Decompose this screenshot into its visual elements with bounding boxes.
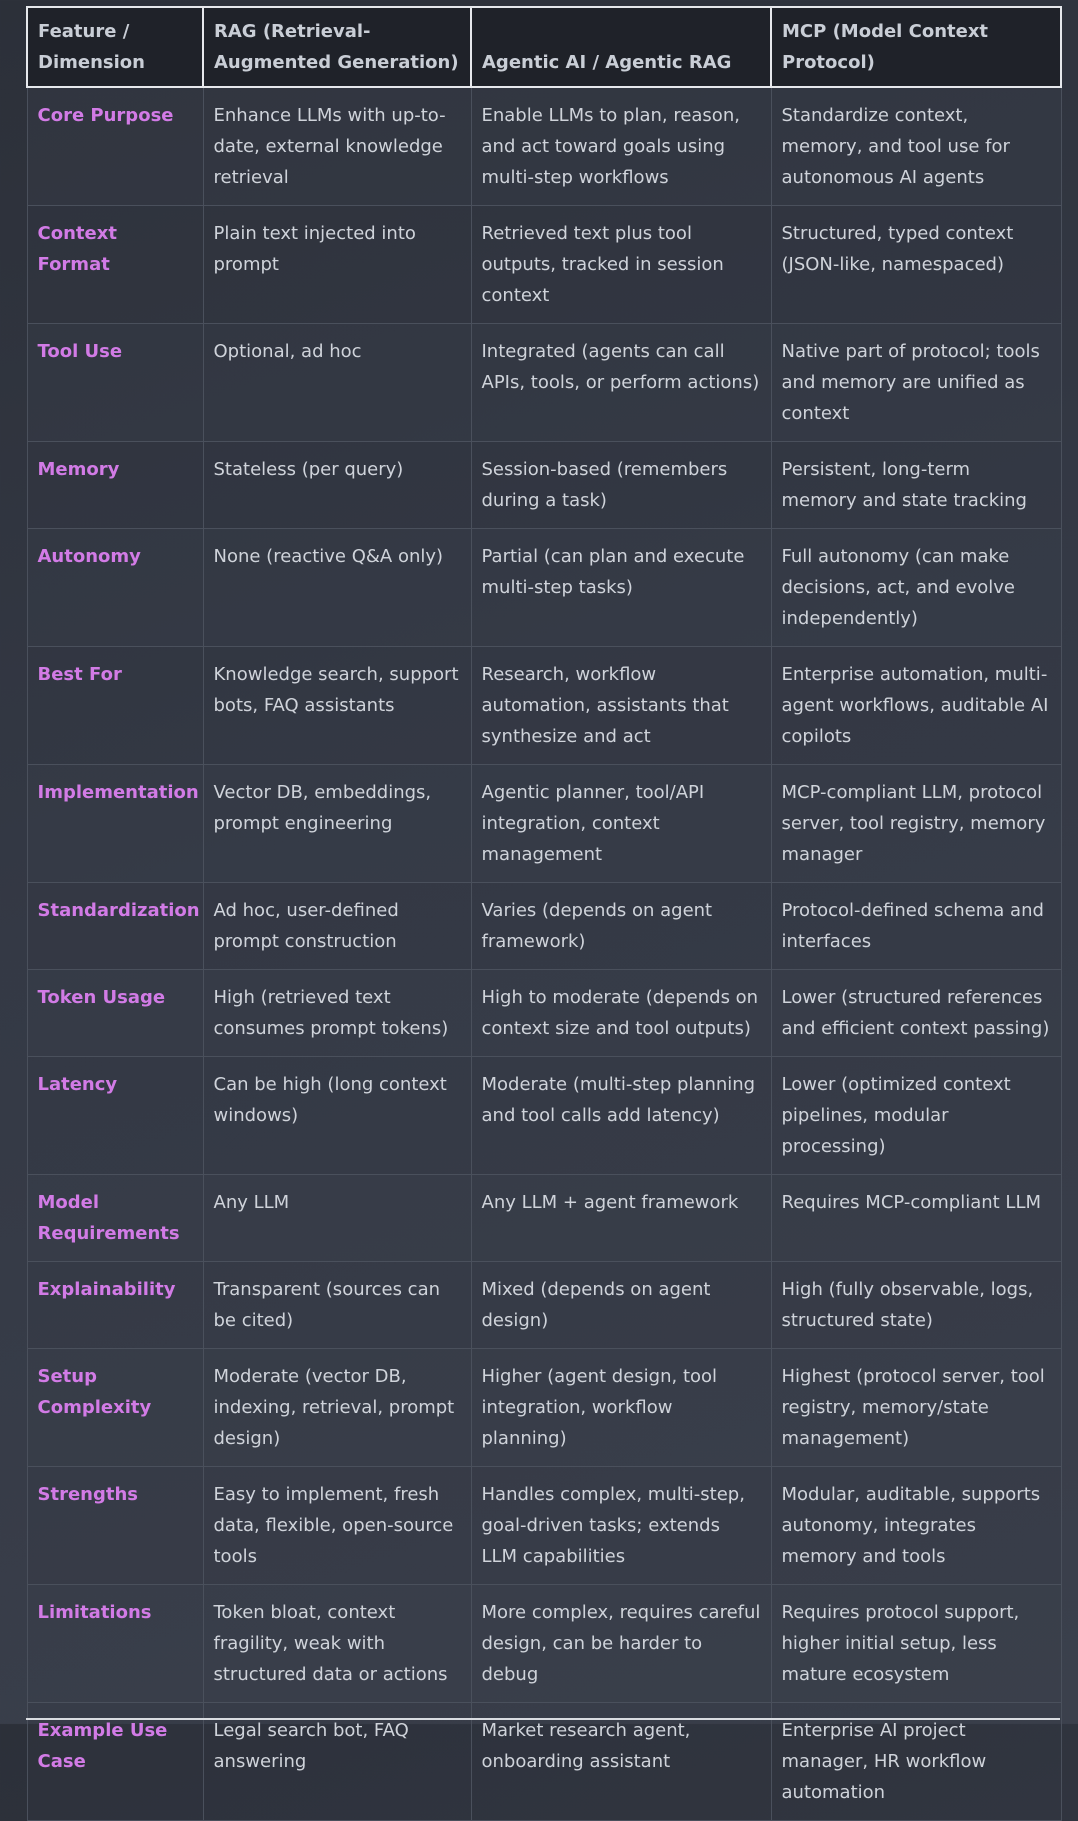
rag-cell: Legal search bot, FAQ answering [203, 1703, 471, 1821]
table-row [27, 1175, 1061, 1262]
header-feature-dimension: Feature / Dimension [27, 7, 203, 87]
agentic-cell: Research, workflow automation, assistants that synthesize and act [471, 647, 771, 765]
table-row [27, 970, 1061, 1057]
row-feature-label: Tool Use [27, 324, 203, 442]
table-row [27, 1585, 1061, 1703]
table-row [27, 1703, 1061, 1821]
rag-cell: None (reactive Q&A only) [203, 529, 471, 647]
table-row [27, 1262, 1061, 1349]
agentic-cell: More complex, requires careful design, can be harder to debug [471, 1585, 771, 1703]
mcp-cell: Modular, auditable, supports autonomy, integrates memory and tools [771, 1467, 1061, 1585]
row-feature-label: Token Usage [27, 970, 203, 1057]
mcp-cell: Full autonomy (can make decisions, act, and evolve independently) [771, 529, 1061, 647]
rag-cell: High (retrieved text consumes prompt tokens) [203, 970, 471, 1057]
rag-cell: Knowledge search, support bots, FAQ assistants [203, 647, 471, 765]
mcp-cell: Lower (optimized context pipelines, modular processing) [771, 1057, 1061, 1175]
rag-cell: Stateless (per query) [203, 442, 471, 529]
agentic-cell: Moderate (multi-step planning and tool calls add latency) [471, 1057, 771, 1175]
header-agentic-ai: Agentic AI / Agentic RAG [471, 7, 771, 87]
rag-cell: Easy to implement, fresh data, flexible, open-source tools [203, 1467, 471, 1585]
agentic-cell: Session-based (remembers during a task) [471, 442, 771, 529]
row-feature-label: Strengths [27, 1467, 203, 1585]
rag-cell: Optional, ad hoc [203, 324, 471, 442]
agentic-cell: Any LLM + agent framework [471, 1175, 771, 1262]
agentic-cell: Enable LLMs to plan, reason, and act toward goals using multi-step workflows [471, 87, 771, 206]
rag-cell: Ad hoc, user-defined prompt construction [203, 883, 471, 970]
table-row [27, 206, 1061, 324]
rag-cell: Vector DB, embeddings, prompt engineering [203, 765, 471, 883]
table-row [27, 883, 1061, 970]
agentic-cell: Integrated (agents can call APIs, tools, or perform actions) [471, 324, 771, 442]
rag-cell: Enhance LLMs with up-to-date, external knowledge retrieval [203, 87, 471, 206]
table-row [27, 647, 1061, 765]
agentic-cell: High to moderate (depends on context size and tool outputs) [471, 970, 771, 1057]
rag-cell: Moderate (vector DB, indexing, retrieval, prompt design) [203, 1349, 471, 1467]
comparison-table [26, 6, 1062, 1821]
mcp-cell: High (fully observable, logs, structured state) [771, 1262, 1061, 1349]
mcp-cell: MCP-compliant LLM, protocol server, tool registry, memory manager [771, 765, 1061, 883]
row-feature-label: Implementation [27, 765, 203, 883]
mcp-cell: Protocol-defined schema and interfaces [771, 883, 1061, 970]
rag-cell: Token bloat, context fragility, weak with structured data or actions [203, 1585, 471, 1703]
agentic-cell: Market research agent, onboarding assistant [471, 1703, 771, 1821]
row-feature-label: Limitations [27, 1585, 203, 1703]
row-feature-label: Context Format [27, 206, 203, 324]
mcp-cell: Lower (structured references and efficient context passing) [771, 970, 1061, 1057]
table-row [27, 324, 1061, 442]
row-feature-label: Core Purpose [27, 87, 203, 206]
mcp-cell: Requires protocol support, higher initial setup, less mature ecosystem [771, 1585, 1061, 1703]
row-feature-label: Setup Complexity [27, 1349, 203, 1467]
mcp-cell: Persistent, long-term memory and state tracking [771, 442, 1061, 529]
agentic-cell: Handles complex, multi-step, goal-driven tasks; extends LLM capabilities [471, 1467, 771, 1585]
rag-cell: Transparent (sources can be cited) [203, 1262, 471, 1349]
mcp-cell: Native part of protocol; tools and memory are unified as context [771, 324, 1061, 442]
header-mcp: MCP (Model Context Protocol) [771, 7, 1061, 87]
agentic-cell: Varies (depends on agent framework) [471, 883, 771, 970]
mcp-cell: Enterprise AI project manager, HR workflow automation [771, 1703, 1061, 1821]
table-row [27, 529, 1061, 647]
row-feature-label: Explainability [27, 1262, 203, 1349]
agentic-cell: Higher (agent design, tool integration, workflow planning) [471, 1349, 771, 1467]
comparison-table-container [26, 6, 1060, 1821]
agentic-cell: Retrieved text plus tool outputs, tracked in session context [471, 206, 771, 324]
bottom-divider [26, 1718, 1060, 1720]
table-row [27, 1057, 1061, 1175]
row-feature-label: Model Requirements [27, 1175, 203, 1262]
row-feature-label: Memory [27, 442, 203, 529]
row-feature-label: Autonomy [27, 529, 203, 647]
table-row [27, 1349, 1061, 1467]
mcp-cell: Standardize context, memory, and tool use for autonomous AI agents [771, 87, 1061, 206]
mcp-cell: Requires MCP-compliant LLM [771, 1175, 1061, 1262]
table-header-row [27, 7, 1061, 87]
mcp-cell: Structured, typed context (JSON-like, namespaced) [771, 206, 1061, 324]
rag-cell: Any LLM [203, 1175, 471, 1262]
row-feature-label: Best For [27, 647, 203, 765]
row-feature-label: Example Use Case [27, 1703, 203, 1821]
header-rag: RAG (Retrieval-Augmented Generation) [203, 7, 471, 87]
row-feature-label: Latency [27, 1057, 203, 1175]
table-row [27, 765, 1061, 883]
agentic-cell: Mixed (depends on agent design) [471, 1262, 771, 1349]
table-row [27, 442, 1061, 529]
table-row [27, 1467, 1061, 1585]
mcp-cell: Highest (protocol server, tool registry, memory/state management) [771, 1349, 1061, 1467]
rag-cell: Plain text injected into prompt [203, 206, 471, 324]
agentic-cell: Partial (can plan and execute multi-step tasks) [471, 529, 771, 647]
row-feature-label: Standardization [27, 883, 203, 970]
table-row [27, 87, 1061, 206]
agentic-cell: Agentic planner, tool/API integration, context management [471, 765, 771, 883]
rag-cell: Can be high (long context windows) [203, 1057, 471, 1175]
mcp-cell: Enterprise automation, multi-agent workflows, auditable AI copilots [771, 647, 1061, 765]
